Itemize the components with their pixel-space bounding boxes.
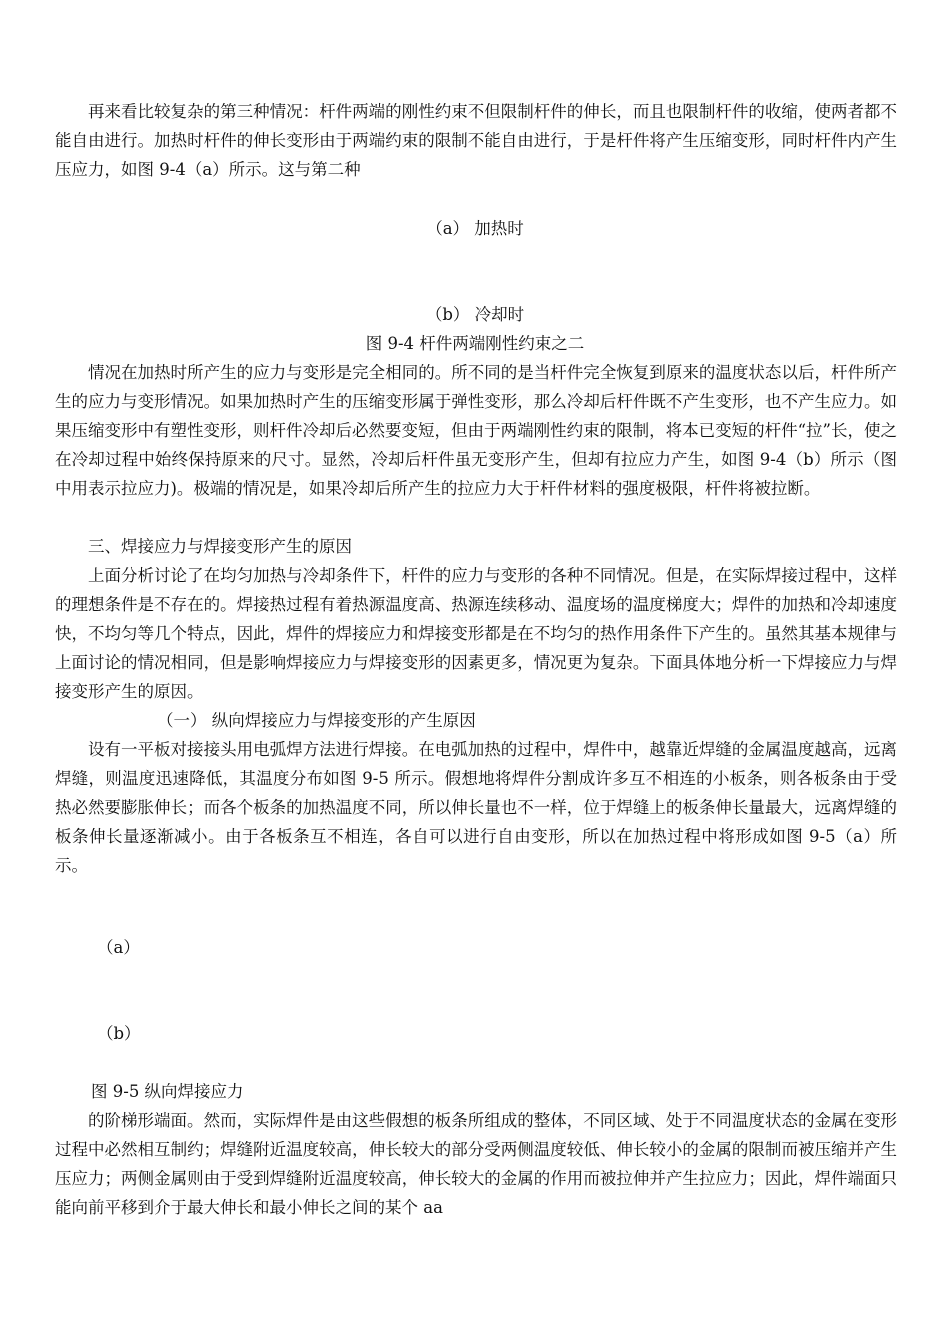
figure-9-5-b-caption: （b） [97,1024,141,1043]
section-heading-3: 三、焊接应力与焊接变形产生的原因 [88,537,352,556]
figure-9-5-a-caption: （a） [97,938,140,957]
paragraph-plate-welding: 设有一平板对接接头用电弧焊方法进行焊接。在电弧加热的过程中，焊件中，越靠近焊缝的金属温度越高，远离焊缝，则温度迅速降低，其温度分布如图 9-5 所示。假想地将焊件分割成许多互不相连的小板条，则各板条由于受热必然要膨胀伸长；而各个板条的加热温度不同，所以伸长量也不一样，位于焊缝上的板条伸长量最大，远离焊缝的板条伸长量逐渐减小。由于各板条互不相连，各自可以进行自由变形，所以在加热过程中将形成如图 9-5（a）所示。 [55,740,897,875]
figure-9-4-a-caption: （a） 加热时 [426,219,524,238]
figure-9-4-title: 图 9-4 杆件两端刚性约束之二 [365,334,585,353]
paragraph-stepped-end: 的阶梯形端面。然而，实际焊件是由这些假想的板条所组成的整体，不同区域、处于不同温度状态的金属在变形过程中必然相互制约；焊缝附近温度较高，伸长较大的部分受两侧温度较低、伸长较小的金属的限制而被压缩并产生压应力；两侧金属则由于受到焊缝附近温度较高，伸长较大的金属的作用而被拉伸并产生拉应力；因此，焊件端面只能向前平移到介于最大伸长和最小伸长之间的某个 aa [55,1111,897,1217]
paragraph-cooling-stress: 情况在加热时所产生的应力与变形是完全相同的。所不同的是当杆件完全恢复到原来的温度状态以后，杆件所产生的应力与变形情况。如果加热时产生的压缩变形属于弹性变形，那么冷却后杆件既不产生变形，也不产生应力。如果压缩变形中有塑性变形，则杆件冷却后必然要变短，但由于两端刚性约束的限制，将本已变短的杆件“拉”长，使之在冷却过程中始终保持原来的尺寸。显然，冷却后杆件虽无变形产生，但却有拉应力产生，如图 9-4（b）所示（图中用表示拉应力)。极端的情况是，如果冷却后所产生的拉应力大于杆件材料的强度极限，杆件将被拉断。 [55,363,897,498]
figure-9-5-title: 图 9-5 纵向焊接应力 [91,1082,244,1101]
paragraph-welding-analysis: 上面分析讨论了在均匀加热与冷却条件下，杆件的应力与变形的各种不同情况。但是，在实际焊接过程中，这样的理想条件是不存在的。焊接热过程有着热源温度高、热源连续移动、温度场的温度梯度大；焊件的加热和冷却速度快，不均匀等几个特点，因此，焊件的焊接应力和焊接变形都是在不均匀的热作用条件下产生的。虽然其基本规律与上面讨论的情况相同，但是影响焊接应力与焊接变形的因素更多，情况更为复杂。下面具体地分析一下焊接应力与焊接变形产生的原因。 [55,566,897,701]
paragraph-third-case: 再来看比较复杂的第三种情况：杆件两端的刚性约束不但限制杆件的伸长，而且也限制杆件的收缩，使两者都不能自由进行。加热时杆件的伸长变形由于两端约束的限制不能自由进行，于是杆件将产生压缩变形，同时杆件内产生压应力，如图 9-4（a）所示。这与第二种 [55,102,897,179]
subsection-heading-1: （一） 纵向焊接应力与焊接变形的产生原因 [157,711,476,730]
figure-9-4-b-caption: （b） 冷却时 [425,305,525,324]
